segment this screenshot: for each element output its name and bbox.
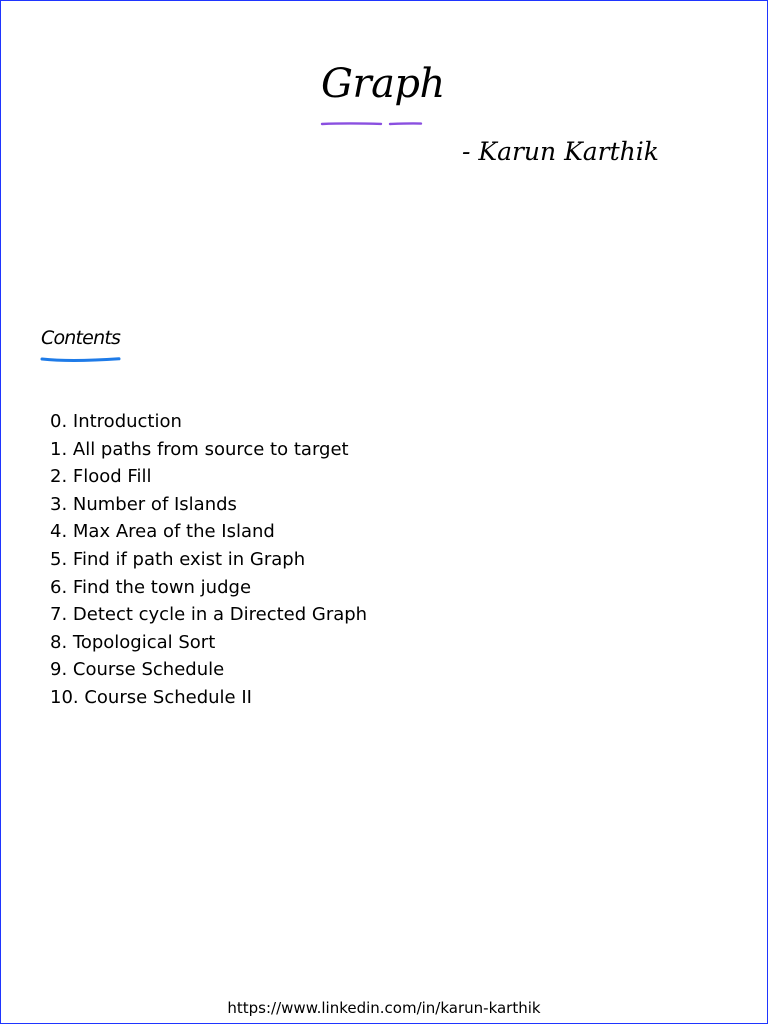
contents-item: 9. Course Schedule <box>50 659 225 681</box>
contents-item: 0. Introduction <box>50 411 182 432</box>
contents-heading: Contents <box>41 327 121 349</box>
page-title: Graph <box>321 61 445 107</box>
author-byline: - Karun Karthik <box>462 137 659 166</box>
contents-item: 3. Number of Islands <box>50 493 237 515</box>
contents-underline <box>40 355 122 363</box>
contents-item: 6. Find the town judge <box>50 576 252 598</box>
title-underline <box>321 121 423 127</box>
footer-link: https://www.linkedin.com/in/karun-karthik <box>227 999 541 1017</box>
contents-item: 4. Max Area of the Island <box>50 521 275 543</box>
contents-item: 5. Find if path exist in Graph <box>50 548 306 570</box>
contents-item: 1. All paths from source to target <box>50 438 349 460</box>
contents-item: 7. Detect cycle in a Directed Graph <box>50 604 368 626</box>
contents-item: 10. Course Schedule II <box>50 686 252 708</box>
contents-item: 8. Topological Sort <box>50 631 216 653</box>
contents-list <box>50 408 367 712</box>
contents-item: 2. Flood Fill <box>50 466 152 488</box>
